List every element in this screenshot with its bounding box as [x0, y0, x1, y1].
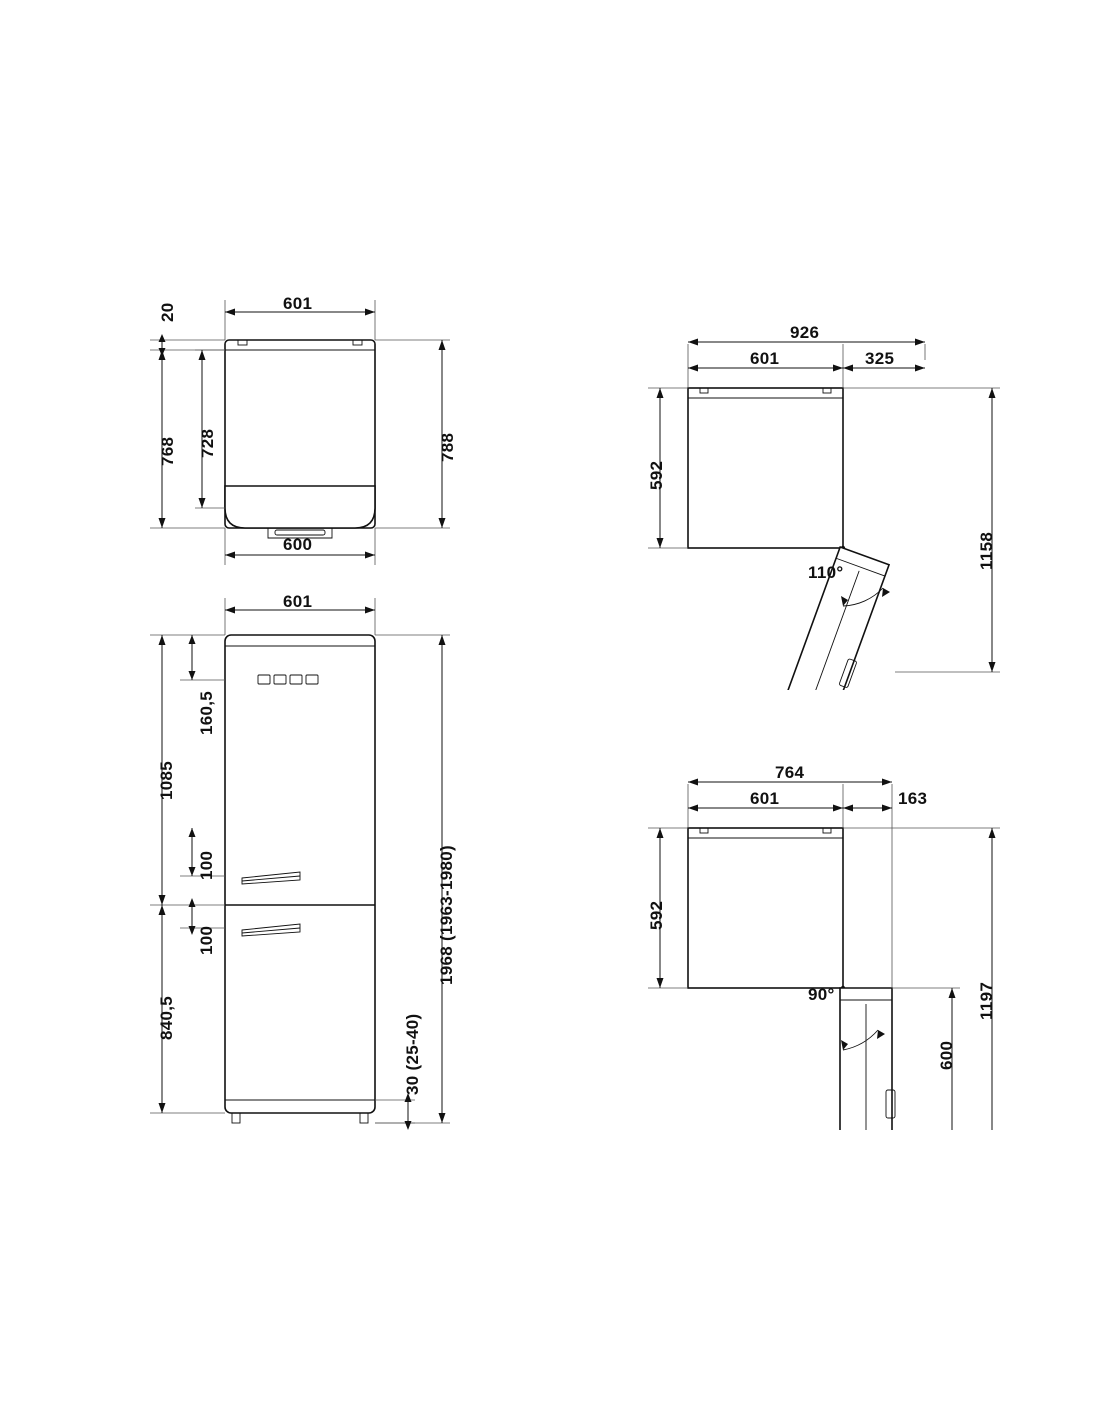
front-view-fridge-height-label: 1085 — [157, 760, 176, 800]
top-view-depth-728-label: 728 — [198, 428, 217, 458]
plan90-body-depth-label: 592 — [647, 900, 666, 930]
front-view-logo-height-label: 160,5 — [197, 690, 216, 735]
top-view-offset-20-label: 20 — [158, 302, 177, 322]
front-view-graphic — [120, 580, 600, 1140]
top-view-width-601-label: 601 — [283, 294, 313, 313]
front-view-total-height-label: 1968 (1963-1980) — [437, 845, 456, 985]
top-view-graphic — [120, 280, 600, 580]
plan110-body-depth-label: 592 — [647, 460, 666, 490]
front-view-handle-upper-label: 100 — [197, 850, 216, 880]
plan90-door-width-label: 600 — [937, 1040, 956, 1070]
plan90-door-projection-label: 163 — [898, 789, 928, 808]
top-view-depth-768-label: 768 — [158, 436, 177, 466]
front-view-freezer-height-label: 840,5 — [157, 995, 176, 1040]
plan90-angle-label: 90° — [808, 985, 835, 1004]
plan110-angle-label: 110° — [808, 563, 844, 582]
plan-view-90-graphic — [640, 760, 1060, 1130]
plan90-total-depth-label: 1197 — [977, 981, 996, 1020]
front-view-width-label: 601 — [283, 592, 313, 611]
plan110-body-width-label: 601 — [750, 349, 780, 368]
plan90-body-width-label: 601 — [750, 789, 780, 808]
plan-view-110-graphic — [640, 320, 1060, 690]
plan110-total-depth-label: 1158 — [977, 531, 996, 570]
top-view-depth-788-label: 788 — [438, 432, 457, 462]
plan110-total-width-label: 926 — [790, 323, 820, 342]
plan90-total-width-label: 764 — [775, 763, 805, 782]
top-view-width-600-label: 600 — [283, 535, 313, 554]
front-view-foot-height-label: 30 (25-40) — [403, 1013, 422, 1095]
front-view-handle-lower-label: 100 — [197, 925, 216, 955]
plan110-door-projection-label: 325 — [865, 349, 895, 368]
